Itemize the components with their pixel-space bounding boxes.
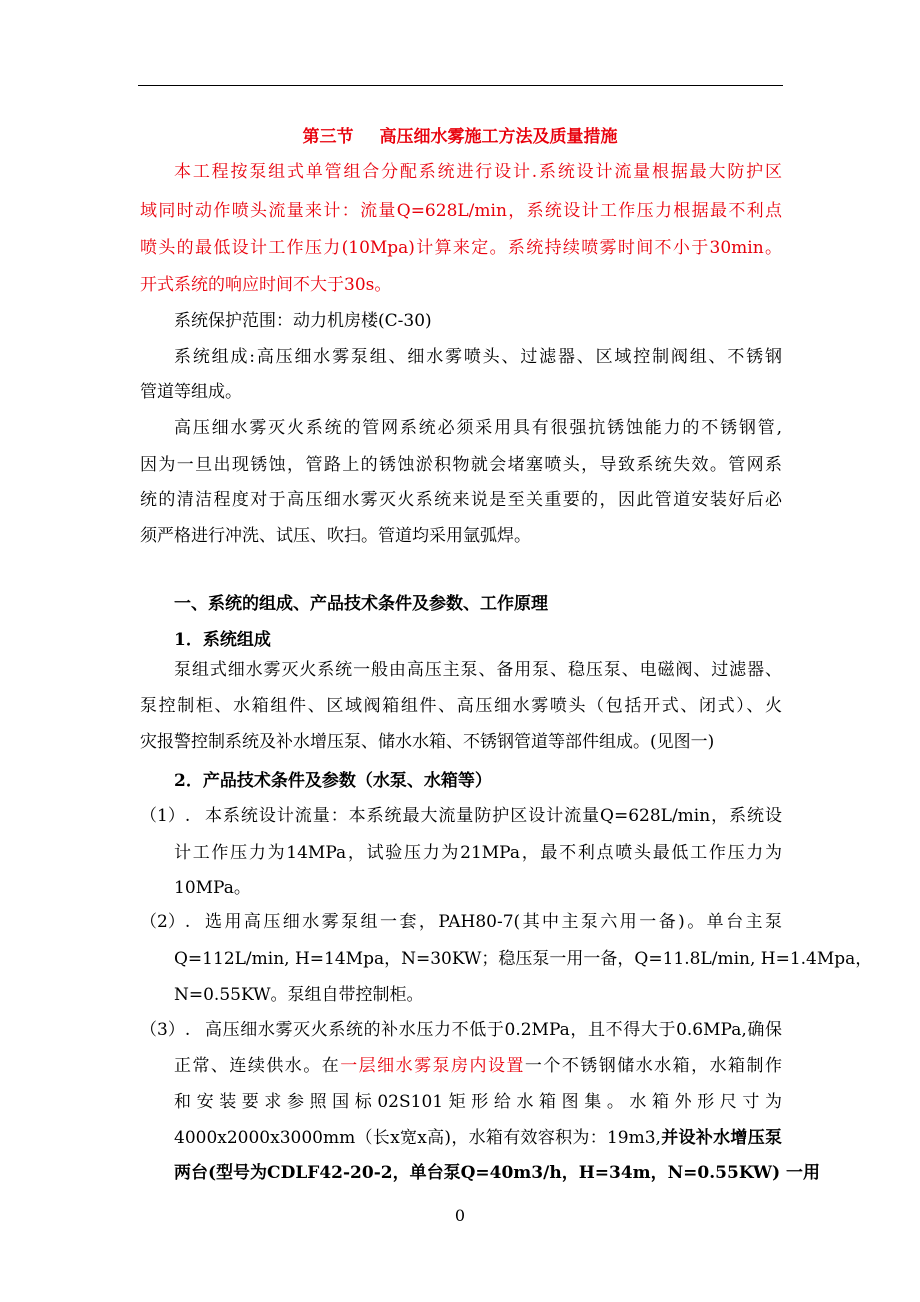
section-heading: 高压细水雾施工方法及质量措施 — [379, 127, 618, 147]
heading-1-2: 2．产品技术条件及参数（水泵、水箱等） — [174, 771, 492, 791]
item3-line-2-c: 一个不锈钢储水水箱，水箱制作 — [524, 1056, 782, 1076]
item3-line-4 — [174, 1128, 782, 1148]
composition-line-1: 系统组成:高压细水雾泵组、细水雾喷头、过滤器、区域控制阀组、不锈钢 — [174, 347, 782, 367]
sys-line-1: 泵组式细水雾灭火系统一般由高压主泵、备用泵、稳压泵、电磁阀、过滤器、 — [174, 660, 782, 680]
item2-number: （2）. — [140, 912, 191, 932]
item3-line-2 — [174, 1056, 782, 1076]
section-number: 第三节 — [302, 127, 354, 147]
item1-line-2: 计工作压力为14MPa，试验压力为21MPa，最不利点喷头最低工作压力为 — [174, 843, 782, 863]
item2-line-1: 选用高压细水雾泵组一套，PAH80-7(其中主泵六用一备)。单台主泵 — [205, 912, 782, 932]
item3-line-4-bold: 并设补水增压泵 — [660, 1128, 783, 1148]
item2-line-3: N=0.55KW。泵组自带控制柜。 — [174, 985, 424, 1005]
item1-line-3: 10MPa。 — [174, 878, 251, 898]
heading-1-1: 1．系统组成 — [174, 630, 271, 650]
pipe-line-4: 须严格进行冲洗、试压、吹扫。管道均采用氩弧焊。 — [140, 526, 531, 546]
pipe-line-3: 统的清洁程度对于高压细水雾灭火系统来说是至关重要的，因此管道安装好后必 — [140, 490, 782, 510]
item3-line-2-a: 正常、连续供水。在 — [174, 1056, 341, 1076]
item3-line-4-a: 4000x2000x3000mm（长x宽x高)，水箱有效容积为：19m3, — [174, 1128, 661, 1148]
pipe-line-2: 因为一旦出现锈蚀，管路上的锈蚀淤积物就会堵塞喷头，导致系统失效。管网系 — [140, 455, 782, 475]
item1-line-1: 本系统设计流量：本系统最大流量防护区设计流量Q=628L/min，系统设 — [205, 806, 782, 826]
intro-line-1: 本工程按泵组式单管组合分配系统进行设计.系统设计流量根据最大防护区 — [174, 162, 782, 182]
pipe-line-1: 高压细水雾灭火系统的管网系统必须采用具有很强抗锈蚀能力的不锈钢管, — [174, 418, 782, 438]
item1-number: （1）. — [140, 806, 191, 826]
page-number: 0 — [454, 1206, 466, 1225]
item3-line-5: 两台(型号为CDLF42-20-2，单台泵Q=40m3/h，H=34m，N=0.55KW) 一用 — [174, 1163, 821, 1183]
item3-number: （3）. — [140, 1020, 191, 1040]
heading-1: 一、系统的组成、产品技术条件及参数、工作原理 — [174, 594, 548, 614]
item3-line-3: 和安装要求参照国标02S101矩形给水箱图集。水箱外形尺寸为 — [174, 1092, 782, 1112]
sys-line-2: 泵控制柜、水箱组件、区域阀箱组件、高压细水雾喷头（包括开式、闭式）、火 — [140, 696, 782, 716]
header-rule — [138, 85, 783, 86]
intro-line-4: 开式系统的响应时间不大于30s。 — [140, 275, 392, 295]
item2-line-2: Q=112L/min, H=14Mpa，N=30KW；稳压泵一用一备，Q=11.8L/min, H=1.4Mpa， — [174, 949, 873, 969]
sys-line-3: 灾报警控制系统及补水增压泵、储水水箱、不锈钢管道等部件组成。(见图一) — [140, 732, 715, 752]
section-title — [0, 122, 920, 147]
item3-line-2-highlight: 一层细水雾泵房内设置 — [340, 1056, 525, 1076]
item3-line-1: 高压细水雾灭火系统的补水压力不低于0.2MPa，且不得大于0.6MPa,确保 — [205, 1020, 782, 1040]
intro-line-2: 域同时动作喷头流量来计：流量Q=628L/min，系统设计工作压力根据最不利点 — [140, 201, 782, 221]
intro-line-3: 喷头的最低设计工作压力(10Mpa)计算来定。系统持续喷雾时间不小于30min。 — [140, 238, 782, 258]
composition-line-2: 管道等组成。 — [140, 382, 242, 402]
scope-text: 系统保护范围：动力机房楼(C-30) — [174, 311, 432, 331]
